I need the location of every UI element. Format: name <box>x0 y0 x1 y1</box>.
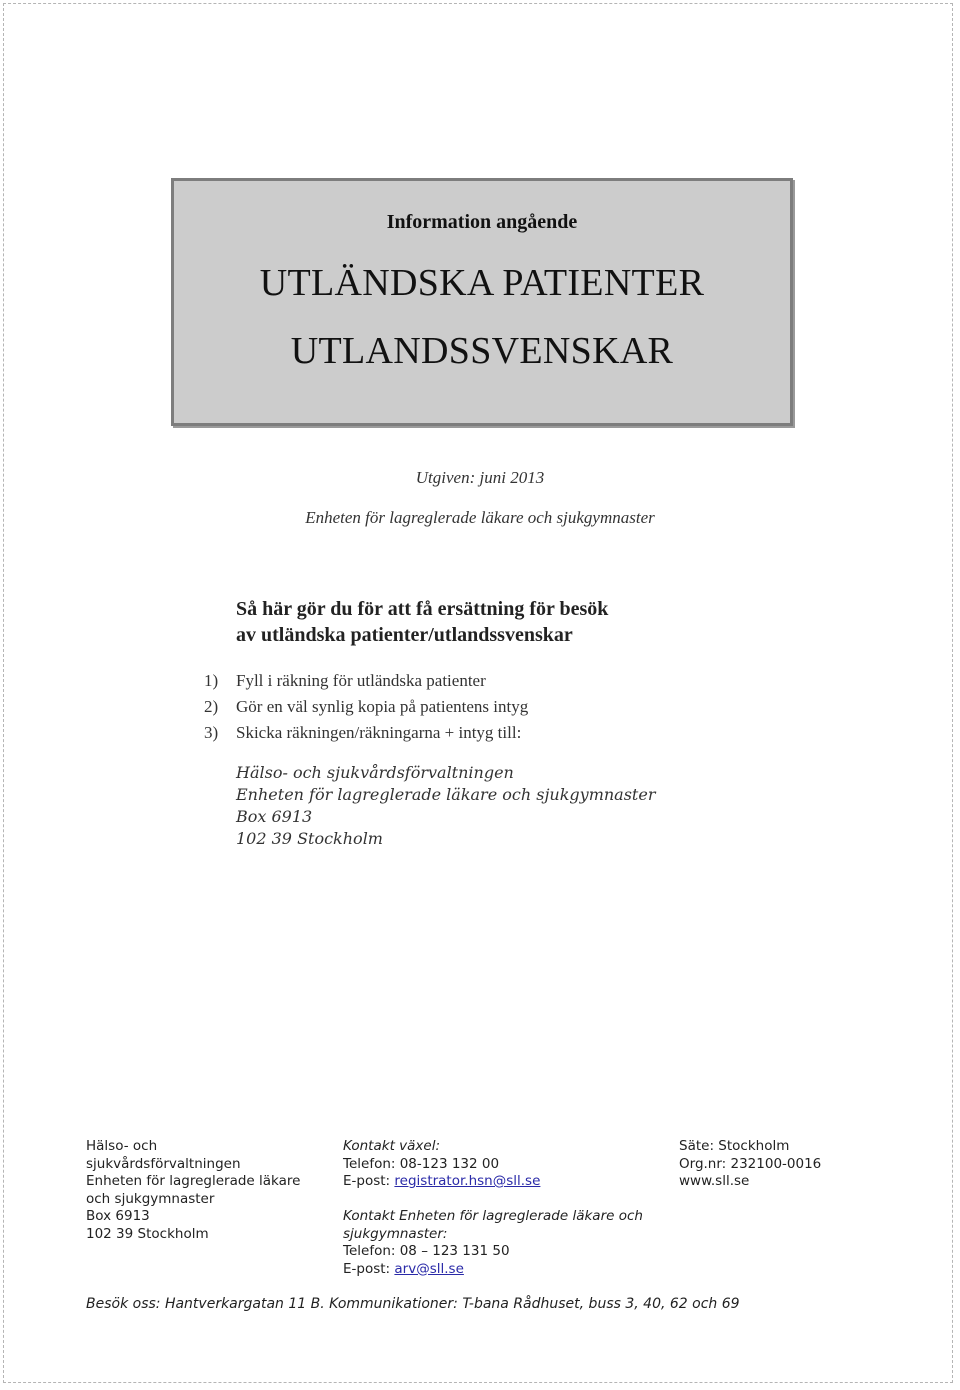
step-text: Gör en väl synlig kopia på patientens intyg <box>236 697 529 716</box>
footer-organization <box>86 1138 300 1243</box>
unit-name: Enheten för lagreglerade läkare och sjukgymnaster <box>305 508 655 527</box>
footer-org-line: Box 6913 <box>86 1208 150 1224</box>
instructions-heading <box>236 596 608 648</box>
unit-contact-label-2: sjukgymnaster: <box>343 1225 448 1242</box>
address-line-3: Box 6913 <box>236 807 313 826</box>
switchboard-label: Kontakt växel: <box>343 1138 441 1154</box>
spacer <box>343 1191 643 1209</box>
email-prefix: E-post: <box>343 1173 395 1189</box>
title-box <box>171 178 793 426</box>
step-number: 2) <box>204 697 219 716</box>
footer-org-number: Org.nr: 232100-0016 <box>679 1155 822 1172</box>
footer-website: www.sll.se <box>679 1173 750 1189</box>
step-number: 1) <box>204 671 219 690</box>
title-intro: Information angående <box>386 211 578 233</box>
unit-phone: Telefon: 08 – 123 131 50 <box>343 1243 510 1259</box>
step-item <box>204 720 528 746</box>
instructions-heading-line-1: Så här gör du för att få ersättning för besök <box>236 598 609 620</box>
step-item <box>204 668 528 694</box>
unit-contact-label-1: Kontakt Enheten för lagreglerade läkare och <box>343 1208 643 1224</box>
footer-org-line: Hälso- och <box>86 1138 158 1154</box>
footer-org-line: 102 39 Stockholm <box>86 1225 209 1242</box>
address-line-4: 102 39 Stockholm <box>236 829 383 848</box>
address-line-1: Hälso- och sjukvårdsförvaltningen <box>236 763 514 782</box>
email-prefix: E-post: <box>343 1260 395 1277</box>
footer-org-line: och sjukgymnaster <box>86 1190 215 1207</box>
switchboard-email-row <box>343 1173 643 1191</box>
footer-org-line: sjukvårdsförvaltningen <box>86 1155 241 1172</box>
footer-seat: Säte: Stockholm <box>679 1138 790 1154</box>
step-item <box>204 694 528 720</box>
footer-registration <box>679 1138 821 1191</box>
published-date: Utgiven: juni 2013 <box>415 468 545 487</box>
visit-info: Besök oss: Hantverkargatan 11 B. Kommunikationer: T-bana Rådhuset, buss 3, 40, 62 och 69 <box>86 1296 740 1312</box>
footer-contact <box>343 1138 643 1278</box>
step-text: Fyll i räkning för utländska patienter <box>236 671 486 690</box>
title-line-1: UTLÄNDSKA PATIENTER <box>259 262 705 304</box>
arv-email-link[interactable]: arv@sll.se <box>394 1260 464 1277</box>
switchboard-phone: Telefon: 08-123 132 00 <box>343 1155 500 1172</box>
steps-list <box>204 668 528 746</box>
step-text: Skicka räkningen/räkningarna + intyg till: <box>236 723 522 742</box>
address-line-2: Enheten för lagreglerade läkare och sjukgymnaster <box>236 785 656 804</box>
title-line-2: UTLANDSSVENSKAR <box>290 330 674 372</box>
registrator-email-link[interactable]: registrator.hsn@sll.se <box>394 1173 541 1189</box>
unit-email-row <box>343 1261 643 1279</box>
step-number: 3) <box>204 723 219 742</box>
instructions-heading-line-2: av utländska patienter/utlandssvenskar <box>236 624 573 646</box>
footer-org-line: Enheten för lagreglerade läkare <box>86 1173 301 1189</box>
mailing-address <box>236 762 655 850</box>
